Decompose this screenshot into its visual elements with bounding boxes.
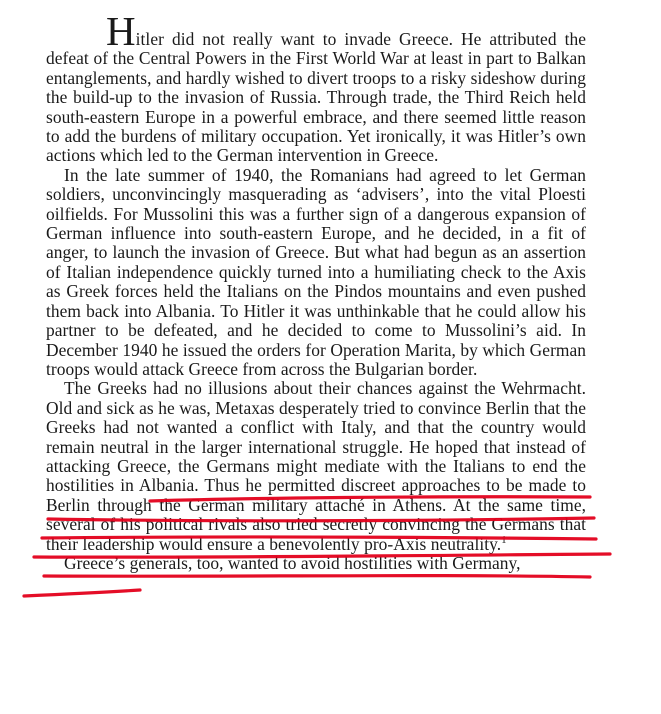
paragraph-3-text-after: Thus he permitted discreet approaches to be made to Berlin through the German military attaché in Athens. At the same time, several of his political rivals also tried secretly convincing the Germans that their leadership would ensure a benevolently pro-Axis neutrality. (46, 475, 586, 554)
underline-stroke-6 (24, 590, 140, 596)
drop-cap: H (106, 8, 136, 54)
paragraph-4-text: Greece’s generals, too, wanted to avoid hostilities with Germany, (64, 552, 521, 573)
paragraph-1-text: itler did not really want to invade Greece. He attributed the defeat of the Central Powers in the First World War at least in part to Balkan entanglements, and hardly wished to divert troops to a risky sideshow during the build-up to the invasion of Russia. Through trade, the Third Reich held south-eastern Europe in a powerful embrace, and there seemed little reason to add the burdens of military occupation. Yet ironically, it was Hitler’s own actions which led to the German intervention in Greece. (46, 29, 586, 166)
underlined-passage: Old and sick as he was, Metaxas desperately tried to convince Berlin that the Greeks had not wanted a conflict with Italy, and that the country would remain neutral in the larger international struggle. He hoped that instead of attacking Greece, the Germans might mediate with the Italians to end the hostilities in Albania. (46, 397, 586, 496)
body-text (46, 8, 586, 573)
paragraph-3 (46, 379, 586, 554)
paragraph-3-text-before: The Greeks had no illusions about their chances against the Wehrmacht. (64, 378, 586, 399)
paragraph-2 (46, 166, 586, 379)
paragraph-2-text: In the late summer of 1940, the Romanians had agreed to let German soldiers, unconvincingly masquerading as ‘advisers’, into the vital Ploesti oilfields. For Mussolini this was a further sign of a dangerous expansion of German influence into south-eastern Europe, and he decided, in a fit of anger, to launch the invasion of Greece. But what had begun as an assertion of Italian independence quickly turned into a humiliating check to the Axis as Greek forces held the Italians on the Pindos mountains and even pushed them back into Albania. To Hitler it was unthinkable that he could allow his partner to be defeated, and he decided to come to Mussolini’s aid. In December 1940 he issued the orders for Operation Marita, by which German troops would attack Greece from across the Bulgarian border. (46, 164, 586, 379)
paragraph-1 (46, 8, 586, 166)
underline-stroke-5 (44, 576, 590, 577)
footnote-marker: 1 (501, 533, 507, 546)
paragraph-4 (46, 554, 586, 573)
